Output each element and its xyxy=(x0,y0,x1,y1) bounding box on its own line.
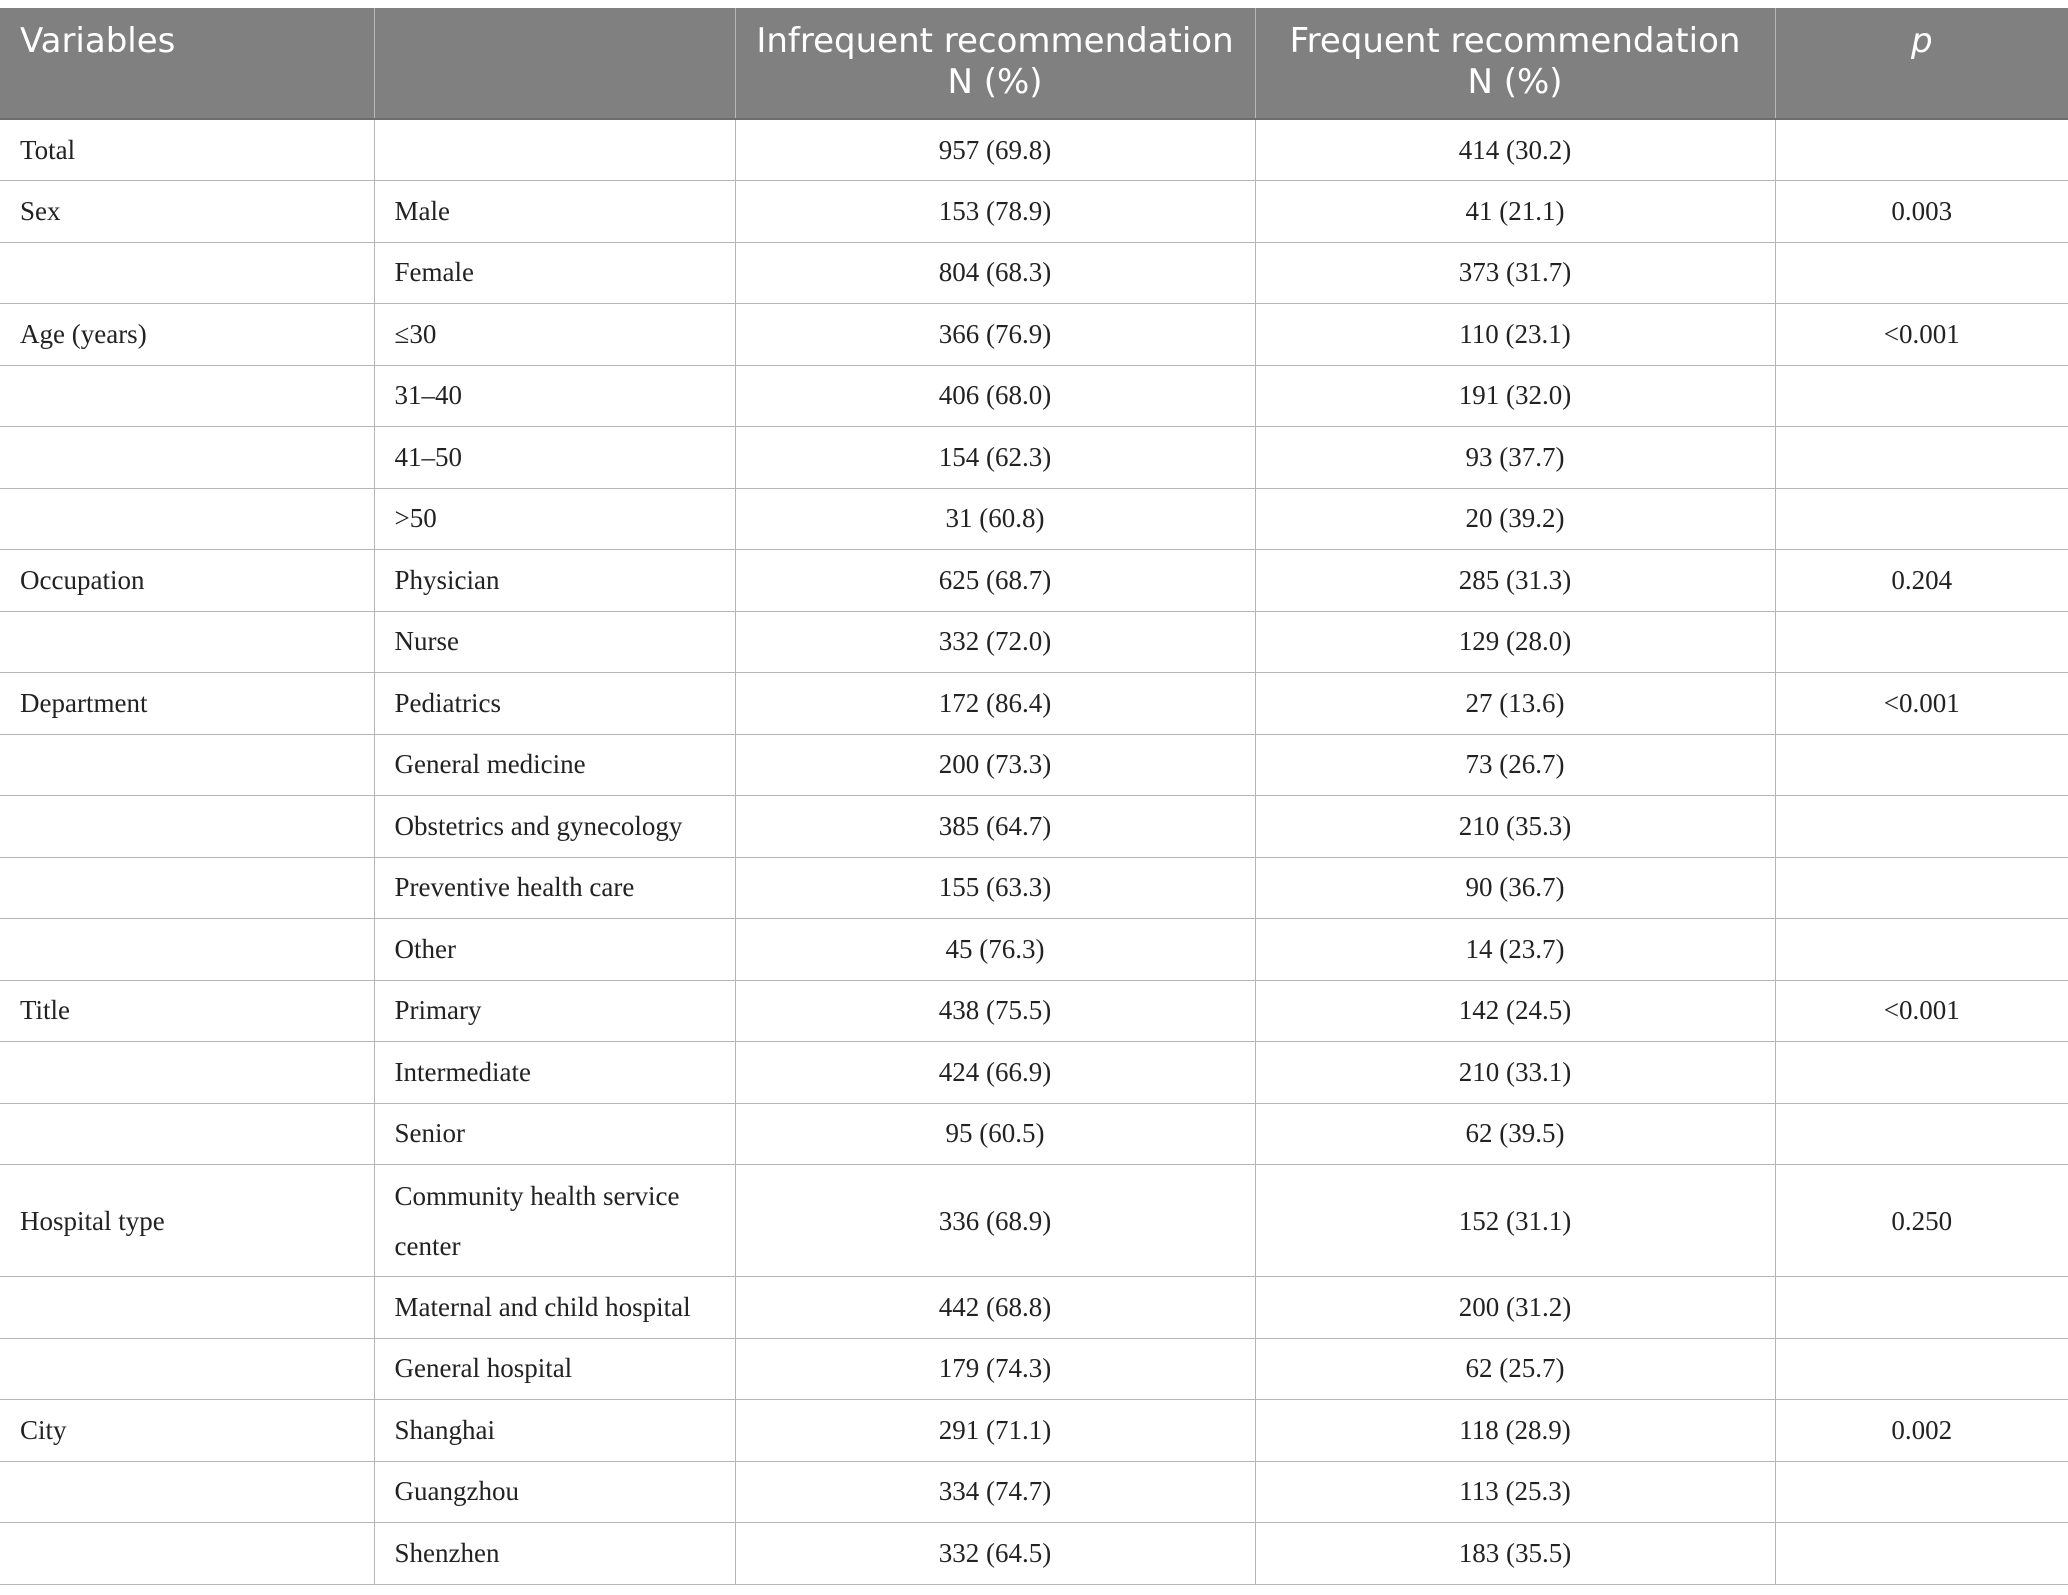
p-value-cell xyxy=(1775,1042,2068,1104)
table-row xyxy=(0,1103,2068,1165)
infrequent-cell: 957 (69.8) xyxy=(735,119,1255,181)
p-value-cell: <0.001 xyxy=(1775,304,2068,366)
p-value-cell xyxy=(1775,488,2068,550)
table-row xyxy=(0,1338,2068,1400)
p-value-cell: <0.001 xyxy=(1775,673,2068,735)
p-value-cell: 0.002 xyxy=(1775,1400,2068,1462)
infrequent-cell: 155 (63.3) xyxy=(735,857,1255,919)
frequent-cell: 110 (23.1) xyxy=(1255,304,1775,366)
table-row xyxy=(0,857,2068,919)
p-value-cell: 0.003 xyxy=(1775,181,2068,243)
variable-cell: Hospital type xyxy=(0,1165,374,1277)
table-row xyxy=(0,304,2068,366)
infrequent-cell: 625 (68.7) xyxy=(735,550,1255,612)
frequent-cell: 129 (28.0) xyxy=(1255,611,1775,673)
table-row xyxy=(0,1461,2068,1523)
p-value-cell: 0.204 xyxy=(1775,550,2068,612)
infrequent-cell: 336 (68.9) xyxy=(735,1165,1255,1277)
infrequent-cell: 31 (60.8) xyxy=(735,488,1255,550)
variable-cell xyxy=(0,1461,374,1523)
infrequent-cell: 334 (74.7) xyxy=(735,1461,1255,1523)
p-value-cell xyxy=(1775,242,2068,304)
variable-cell: City xyxy=(0,1400,374,1462)
variable-cell xyxy=(0,919,374,981)
frequent-cell: 373 (31.7) xyxy=(1255,242,1775,304)
variable-cell xyxy=(0,488,374,550)
table-row xyxy=(0,1523,2068,1585)
frequent-cell: 200 (31.2) xyxy=(1255,1277,1775,1339)
table-row xyxy=(0,1042,2068,1104)
frequent-cell: 41 (21.1) xyxy=(1255,181,1775,243)
p-value-cell xyxy=(1775,796,2068,858)
variable-cell xyxy=(0,857,374,919)
infrequent-cell: 179 (74.3) xyxy=(735,1338,1255,1400)
p-value-cell xyxy=(1775,1461,2068,1523)
table-row xyxy=(0,550,2068,612)
frequent-cell: 62 (25.7) xyxy=(1255,1338,1775,1400)
table-row xyxy=(0,1165,2068,1277)
level-cell: Pediatrics xyxy=(374,673,735,735)
level-cell: Maternal and child hospital xyxy=(374,1277,735,1339)
level-cell: 41–50 xyxy=(374,427,735,489)
variable-cell xyxy=(0,427,374,489)
frequent-cell: 27 (13.6) xyxy=(1255,673,1775,735)
infrequent-cell: 95 (60.5) xyxy=(735,1103,1255,1165)
frequent-cell: 73 (26.7) xyxy=(1255,734,1775,796)
frequent-cell: 14 (23.7) xyxy=(1255,919,1775,981)
frequent-cell: 191 (32.0) xyxy=(1255,365,1775,427)
header-level xyxy=(374,8,735,119)
table-row xyxy=(0,488,2068,550)
variable-cell xyxy=(0,1338,374,1400)
frequent-cell: 183 (35.5) xyxy=(1255,1523,1775,1585)
p-value-cell xyxy=(1775,365,2068,427)
level-cell: Senior xyxy=(374,1103,735,1165)
variable-cell: Title xyxy=(0,980,374,1042)
infrequent-cell: 406 (68.0) xyxy=(735,365,1255,427)
level-cell: Other xyxy=(374,919,735,981)
p-value-cell: <0.001 xyxy=(1775,980,2068,1042)
infrequent-cell: 154 (62.3) xyxy=(735,427,1255,489)
frequent-cell: 210 (35.3) xyxy=(1255,796,1775,858)
frequent-cell: 93 (37.7) xyxy=(1255,427,1775,489)
frequent-cell: 118 (28.9) xyxy=(1255,1400,1775,1462)
infrequent-cell: 438 (75.5) xyxy=(735,980,1255,1042)
variable-cell xyxy=(0,1042,374,1104)
table-row xyxy=(0,734,2068,796)
variable-cell xyxy=(0,1523,374,1585)
level-cell: Obstetrics and gynecology xyxy=(374,796,735,858)
table-row xyxy=(0,181,2068,243)
table-row xyxy=(0,980,2068,1042)
level-cell: Preventive health care xyxy=(374,857,735,919)
variable-cell xyxy=(0,365,374,427)
table-row xyxy=(0,242,2068,304)
infrequent-cell: 424 (66.9) xyxy=(735,1042,1255,1104)
header-p-value: p xyxy=(1775,8,2068,119)
infrequent-cell: 200 (73.3) xyxy=(735,734,1255,796)
infrequent-cell: 153 (78.9) xyxy=(735,181,1255,243)
header-row xyxy=(0,8,2068,119)
table-row xyxy=(0,365,2068,427)
level-cell: Primary xyxy=(374,980,735,1042)
infrequent-cell: 366 (76.9) xyxy=(735,304,1255,366)
variable-cell xyxy=(0,1277,374,1339)
level-cell: >50 xyxy=(374,488,735,550)
table-row xyxy=(0,1277,2068,1339)
p-value-cell xyxy=(1775,611,2068,673)
table-row xyxy=(0,796,2068,858)
variable-cell xyxy=(0,611,374,673)
level-cell: 31–40 xyxy=(374,365,735,427)
results-table xyxy=(0,8,2068,1585)
infrequent-cell: 804 (68.3) xyxy=(735,242,1255,304)
level-cell: Community health service center xyxy=(374,1165,735,1277)
frequent-cell: 152 (31.1) xyxy=(1255,1165,1775,1277)
variable-cell: Occupation xyxy=(0,550,374,612)
level-cell: Guangzhou xyxy=(374,1461,735,1523)
table-row xyxy=(0,427,2068,489)
level-cell: ≤30 xyxy=(374,304,735,366)
table-row xyxy=(0,1400,2068,1462)
p-value-cell xyxy=(1775,1523,2068,1585)
infrequent-cell: 291 (71.1) xyxy=(735,1400,1255,1462)
table-row xyxy=(0,919,2068,981)
frequent-cell: 62 (39.5) xyxy=(1255,1103,1775,1165)
table-body xyxy=(0,119,2068,1584)
table-row xyxy=(0,673,2068,735)
variable-cell xyxy=(0,242,374,304)
level-cell: Female xyxy=(374,242,735,304)
p-value-cell xyxy=(1775,1277,2068,1339)
frequent-cell: 20 (39.2) xyxy=(1255,488,1775,550)
frequent-cell: 285 (31.3) xyxy=(1255,550,1775,612)
variable-cell: Department xyxy=(0,673,374,735)
frequent-cell: 90 (36.7) xyxy=(1255,857,1775,919)
infrequent-cell: 172 (86.4) xyxy=(735,673,1255,735)
infrequent-cell: 332 (64.5) xyxy=(735,1523,1255,1585)
table-header xyxy=(0,8,2068,119)
level-cell: General medicine xyxy=(374,734,735,796)
table-row xyxy=(0,119,2068,181)
infrequent-cell: 442 (68.8) xyxy=(735,1277,1255,1339)
header-infrequent: Infrequent recommendation N (%) xyxy=(735,8,1255,119)
p-value-cell xyxy=(1775,857,2068,919)
infrequent-cell: 385 (64.7) xyxy=(735,796,1255,858)
infrequent-cell: 332 (72.0) xyxy=(735,611,1255,673)
header-frequent: Frequent recommendation N (%) xyxy=(1255,8,1775,119)
level-cell: General hospital xyxy=(374,1338,735,1400)
frequent-cell: 142 (24.5) xyxy=(1255,980,1775,1042)
p-value-cell xyxy=(1775,919,2068,981)
level-cell xyxy=(374,119,735,181)
variable-cell: Sex xyxy=(0,181,374,243)
level-cell: Physician xyxy=(374,550,735,612)
p-value-cell xyxy=(1775,119,2068,181)
level-cell: Intermediate xyxy=(374,1042,735,1104)
frequent-cell: 210 (33.1) xyxy=(1255,1042,1775,1104)
header-variables: Variables xyxy=(0,8,374,119)
p-value-cell xyxy=(1775,1103,2068,1165)
frequent-cell: 113 (25.3) xyxy=(1255,1461,1775,1523)
frequent-cell: 414 (30.2) xyxy=(1255,119,1775,181)
table-row xyxy=(0,611,2068,673)
p-value-cell xyxy=(1775,427,2068,489)
level-cell: Nurse xyxy=(374,611,735,673)
variable-cell xyxy=(0,796,374,858)
variable-cell: Total xyxy=(0,119,374,181)
level-cell: Male xyxy=(374,181,735,243)
level-cell: Shenzhen xyxy=(374,1523,735,1585)
variable-cell xyxy=(0,734,374,796)
p-value-cell: 0.250 xyxy=(1775,1165,2068,1277)
p-value-cell xyxy=(1775,1338,2068,1400)
variable-cell xyxy=(0,1103,374,1165)
level-cell: Shanghai xyxy=(374,1400,735,1462)
p-value-cell xyxy=(1775,734,2068,796)
infrequent-cell: 45 (76.3) xyxy=(735,919,1255,981)
variable-cell: Age (years) xyxy=(0,304,374,366)
